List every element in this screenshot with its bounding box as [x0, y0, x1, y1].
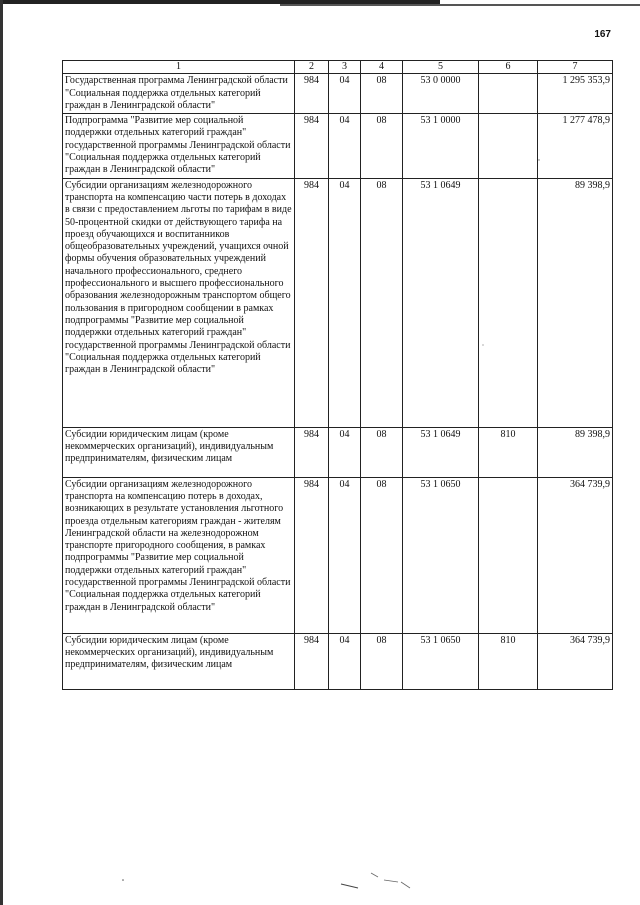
row-name: Субсидии юридическим лицам (кроме некоммерческих организаций), индивидуальным предпринимателям, физическим лицам: [63, 633, 295, 689]
table-row: [63, 427, 613, 477]
row-code-subsection: 08: [361, 114, 403, 178]
row-code-section: 04: [329, 477, 361, 633]
row-code-subsection: 08: [361, 477, 403, 633]
row-amount: 1 277 478,9: [538, 114, 613, 178]
scan-stray-mark: [401, 882, 410, 888]
row-code-section: 04: [329, 178, 361, 427]
row-code-ministry: 984: [295, 178, 329, 427]
row-code-expense-type: [479, 178, 538, 427]
column-header-2: 2: [295, 61, 329, 74]
row-amount: 364 739,9: [538, 477, 613, 633]
row-code-section: 04: [329, 633, 361, 689]
row-amount: 1 295 353,9: [538, 74, 613, 114]
scan-top-edge: [0, 0, 640, 8]
row-name: Государственная программа Ленинградской области "Социальная поддержка отдельных категорий граждан в Ленинградской области": [63, 74, 295, 114]
column-header-6: 6: [479, 61, 538, 74]
column-header-5: 5: [403, 61, 479, 74]
page-number: 167: [594, 29, 611, 40]
row-code-expense-type: [479, 477, 538, 633]
budget-table: [62, 60, 613, 690]
row-code-target: 53 1 0649: [403, 427, 479, 477]
row-code-subsection: 08: [361, 427, 403, 477]
row-name: Подпрограмма "Развитие мер социальной поддержки отдельных категорий граждан" государственной программы Ленинградской области "Социальная поддержка отдельных категорий граждан в Ленинградской области": [63, 114, 295, 178]
table-header-row: [63, 61, 613, 74]
table-row: [63, 178, 613, 427]
scan-stray-mark: [371, 873, 378, 877]
row-code-ministry: 984: [295, 74, 329, 114]
row-code-target: 53 0 0000: [403, 74, 479, 114]
table-row: [63, 114, 613, 178]
row-amount: 89 398,9: [538, 427, 613, 477]
scan-left-edge: [0, 0, 3, 905]
scan-stray-mark: [341, 884, 358, 888]
column-header-4: 4: [361, 61, 403, 74]
row-code-expense-type: 810: [479, 633, 538, 689]
row-code-target: 53 1 0650: [403, 633, 479, 689]
row-code-target: 53 1 0650: [403, 477, 479, 633]
table-row: [63, 633, 613, 689]
row-amount: 364 739,9: [538, 633, 613, 689]
column-header-7: 7: [538, 61, 613, 74]
row-code-ministry: 984: [295, 477, 329, 633]
row-code-target: 53 1 0649: [403, 178, 479, 427]
row-code-section: 04: [329, 427, 361, 477]
row-code-ministry: 984: [295, 114, 329, 178]
row-code-subsection: 08: [361, 178, 403, 427]
row-name: Субсидии организациям железнодорожного транспорта на компенсацию части потерь в доходах в связи с предоставлением льготы по тарифам в виде 50-процентной скидки от действующего тарифа на проезд обучающихся и воспитанников общеобразовательных учреждений, учащихся очной формы обучения образовательных учреждений начального профессионального, среднего профессионального и высшего профессионального образования железнодорожным транспортом общего пользования в пригородном сообщении в рамках подпрограммы "Развитие мер социальной поддержки отдельных категорий граждан" государственной программы Ленинградской области "Социальная поддержка отдельных категорий граждан в Ленинградской области": [63, 178, 295, 427]
scan-stray-mark: [384, 880, 398, 882]
row-code-ministry: 984: [295, 427, 329, 477]
table-row: [63, 477, 613, 633]
row-name: Субсидии юридическим лицам (кроме некоммерческих организаций), индивидуальным предпринимателям, физическим лицам: [63, 427, 295, 477]
scan-dust-dot: [122, 879, 124, 881]
row-code-section: 04: [329, 74, 361, 114]
row-code-subsection: 08: [361, 633, 403, 689]
row-amount: 89 398,9: [538, 178, 613, 427]
row-name: Субсидии организациям железнодорожного транспорта на компенсацию потерь в доходах, возникающих в результате установления льготного проезда отдельным категориям граждан - жителям Ленинградской области на железнодорожном транспорте пригородного сообщения, в рамках подпрограммы "Развитие мер социальной поддержки отдельных категорий граждан" государственной программы Ленинградской области "Социальная поддержка отдельных категорий граждан в Ленинградской области": [63, 477, 295, 633]
row-code-subsection: 08: [361, 74, 403, 114]
row-code-section: 04: [329, 114, 361, 178]
row-code-target: 53 1 0000: [403, 114, 479, 178]
row-code-expense-type: [479, 74, 538, 114]
row-code-ministry: 984: [295, 633, 329, 689]
row-code-expense-type: 810: [479, 427, 538, 477]
row-code-expense-type: [479, 114, 538, 178]
table-row: [63, 74, 613, 114]
column-header-1: 1: [63, 61, 295, 74]
column-header-3: 3: [329, 61, 361, 74]
scan-top-edge-thin: [280, 4, 640, 6]
